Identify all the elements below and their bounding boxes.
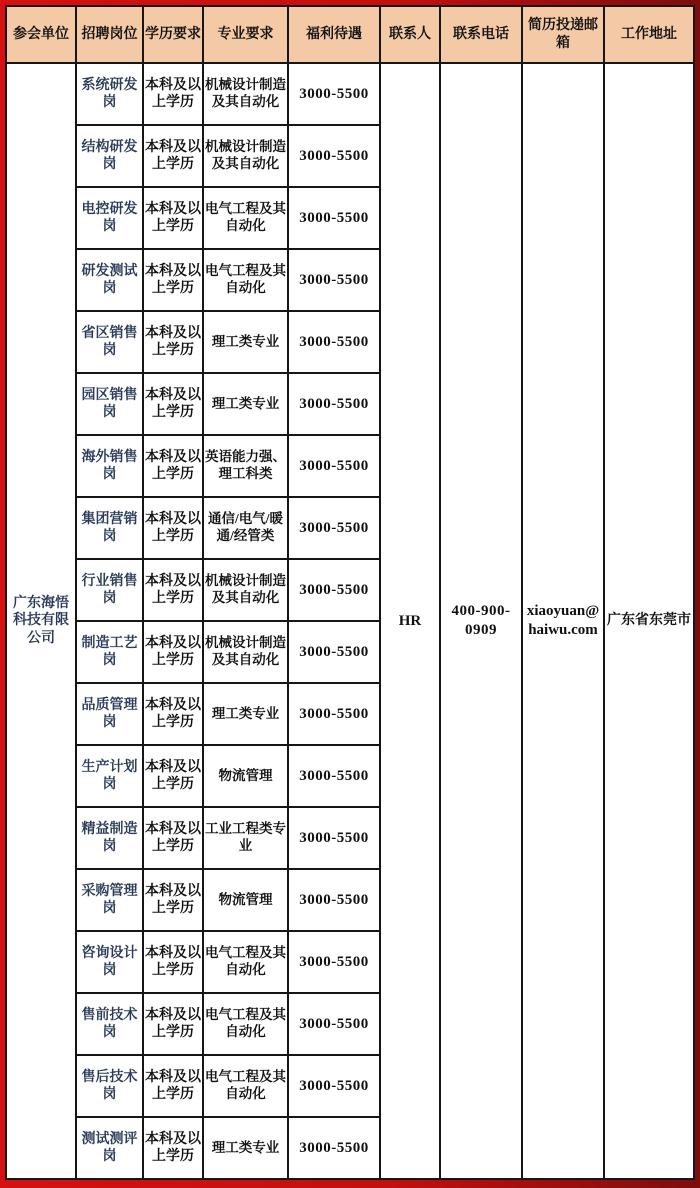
major-cell: 通信/电气/暖通/经管类 [203,497,288,559]
major-cell: 英语能力强、理工科类 [203,435,288,497]
phone-cell: 400-900-0909 [440,63,522,1179]
position-cell: 制造工艺岗 [76,621,143,683]
position-cell: 行业销售岗 [76,559,143,621]
major-cell: 电气工程及其自动化 [203,993,288,1055]
salary-cell: 3000-5500 [288,1055,380,1117]
header-row [6,6,694,63]
salary-cell: 3000-5500 [288,745,380,807]
position-cell: 采购管理岗 [76,869,143,931]
major-cell: 机械设计制造及其自动化 [203,125,288,187]
position-cell: 售后技术岗 [76,1055,143,1117]
salary-cell: 3000-5500 [288,621,380,683]
position-cell: 精益制造岗 [76,807,143,869]
table-row [6,63,694,125]
education-cell: 本科及以上学历 [143,373,203,435]
education-cell: 本科及以上学历 [143,249,203,311]
major-cell: 工业工程类专业 [203,807,288,869]
major-cell: 理工类专业 [203,1117,288,1179]
major-cell: 理工类专业 [203,311,288,373]
salary-cell: 3000-5500 [288,187,380,249]
major-cell: 理工类专业 [203,373,288,435]
education-cell: 本科及以上学历 [143,125,203,187]
education-cell: 本科及以上学历 [143,869,203,931]
major-cell: 物流管理 [203,745,288,807]
col-header-phone: 联系电话 [440,6,522,63]
col-header-email: 简历投递邮箱 [522,6,604,63]
position-cell: 咨询设计岗 [76,931,143,993]
salary-cell: 3000-5500 [288,683,380,745]
major-cell: 机械设计制造及其自动化 [203,63,288,125]
position-cell: 生产计划岗 [76,745,143,807]
position-cell: 园区销售岗 [76,373,143,435]
company-name-cell: 广东海悟科技有限公司 [6,63,76,1179]
education-cell: 本科及以上学历 [143,559,203,621]
major-cell: 电气工程及其自动化 [203,931,288,993]
col-header-salary: 福利待遇 [288,6,380,63]
salary-cell: 3000-5500 [288,807,380,869]
education-cell: 本科及以上学历 [143,621,203,683]
recruitment-table [5,5,695,1180]
salary-cell: 3000-5500 [288,125,380,187]
major-cell: 电气工程及其自动化 [203,249,288,311]
salary-cell: 3000-5500 [288,435,380,497]
education-cell: 本科及以上学历 [143,931,203,993]
position-cell: 省区销售岗 [76,311,143,373]
email-cell: xiaoyuan@haiwu.com [522,63,604,1179]
position-cell: 电控研发岗 [76,187,143,249]
position-cell: 系统研发岗 [76,63,143,125]
education-cell: 本科及以上学历 [143,745,203,807]
education-cell: 本科及以上学历 [143,993,203,1055]
salary-cell: 3000-5500 [288,249,380,311]
position-cell: 测试测评岗 [76,1117,143,1179]
salary-cell: 3000-5500 [288,497,380,559]
position-cell: 品质管理岗 [76,683,143,745]
salary-cell: 3000-5500 [288,373,380,435]
major-cell: 电气工程及其自动化 [203,1055,288,1117]
position-cell: 结构研发岗 [76,125,143,187]
table-sheet [5,5,693,1180]
position-cell: 售前技术岗 [76,993,143,1055]
col-header-company: 参会单位 [6,6,76,63]
col-header-contact-person: 联系人 [380,6,440,63]
major-cell: 电气工程及其自动化 [203,187,288,249]
position-cell: 集团营销岗 [76,497,143,559]
salary-cell: 3000-5500 [288,311,380,373]
col-header-position: 招聘岗位 [76,6,143,63]
position-cell: 海外销售岗 [76,435,143,497]
education-cell: 本科及以上学历 [143,435,203,497]
salary-cell: 3000-5500 [288,559,380,621]
salary-cell: 3000-5500 [288,63,380,125]
education-cell: 本科及以上学历 [143,807,203,869]
salary-cell: 3000-5500 [288,869,380,931]
education-cell: 本科及以上学历 [143,63,203,125]
col-header-education: 学历要求 [143,6,203,63]
major-cell: 物流管理 [203,869,288,931]
education-cell: 本科及以上学历 [143,1117,203,1179]
education-cell: 本科及以上学历 [143,683,203,745]
contact-person-cell: HR [380,63,440,1179]
address-cell: 广东省东莞市 [604,63,694,1179]
major-cell: 机械设计制造及其自动化 [203,621,288,683]
col-header-address: 工作地址 [604,6,694,63]
major-cell: 理工类专业 [203,683,288,745]
position-cell: 研发测试岗 [76,249,143,311]
salary-cell: 3000-5500 [288,931,380,993]
education-cell: 本科及以上学历 [143,311,203,373]
major-cell: 机械设计制造及其自动化 [203,559,288,621]
salary-cell: 3000-5500 [288,993,380,1055]
salary-cell: 3000-5500 [288,1117,380,1179]
col-header-major: 专业要求 [203,6,288,63]
education-cell: 本科及以上学历 [143,497,203,559]
education-cell: 本科及以上学历 [143,187,203,249]
education-cell: 本科及以上学历 [143,1055,203,1117]
